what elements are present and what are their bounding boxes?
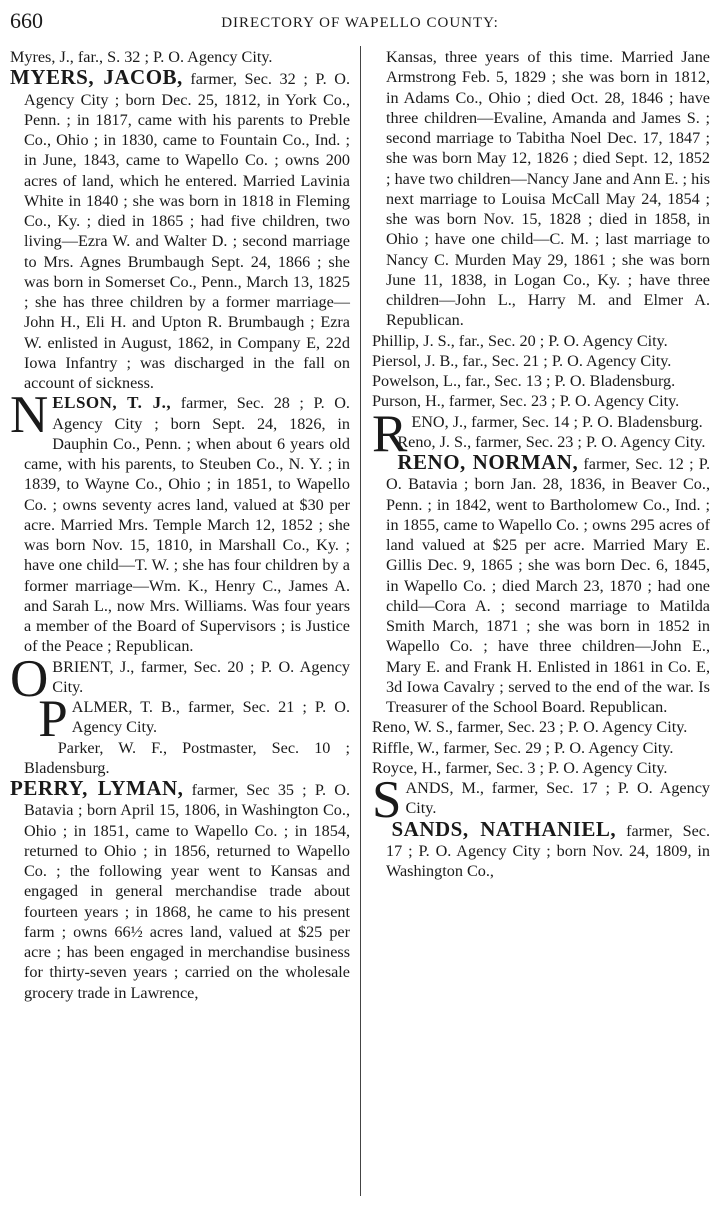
drop-cap-initial: S bbox=[372, 771, 402, 829]
directory-entry-myres-j bbox=[10, 47, 350, 67]
directory-entry-reno-j-s bbox=[372, 432, 710, 452]
page-header bbox=[10, 8, 710, 38]
entry-text: BRIENT, J., farmer, Sec. 20 ; P. O. Agency City. bbox=[52, 657, 350, 696]
entry-text: farmer, Sec. 12 ; P. O. Batavia ; born Jan. 28, 1836, in Beaver Co., Penn. ; in 1842, went to Bartholomew Co., Ind. ; in 1855, came to Wapello Co. ; owns 295 acres of land valued at $25 per acre. Married Mary E. Gillis Dec. 9, 1865 ; she was born Dec. 6, 1845, in Wapello Co. ; died March 23, 1870 ; had one child—Cora A. ; second marriage to Matilda Smith March, 1871 ; she was born in 1852 in Wapello Co. ; have three children—John E., Mary E. and Frank H. Enlisted in 1861 in Co. E, 3d Iowa Cavalry ; served to the end of the war. Is Treasurer of the School Board. Republican. bbox=[386, 455, 710, 716]
right-column bbox=[372, 47, 710, 881]
drop-cap-initial: N bbox=[10, 386, 49, 445]
running-title: DIRECTORY OF WAPELLO COUNTY: bbox=[221, 15, 499, 31]
column-divider bbox=[360, 46, 361, 1196]
entry-text: Riffle, W., farmer, Sec. 29 ; P. O. Agency City. bbox=[372, 738, 674, 757]
entry-name: MYERS, JACOB, bbox=[10, 65, 183, 90]
directory-entry-palmer-t-b bbox=[10, 690, 350, 748]
entry-text: Reno, W. S., farmer, Sec. 23 ; P. O. Agency City. bbox=[372, 718, 688, 737]
directory-entry-sands-nathaniel bbox=[372, 816, 710, 882]
entry-name: PERRY, LYMAN, bbox=[10, 776, 184, 800]
entry-text: farmer, Sec. 17 ; P. O. Agency City ; born Nov. 24, 1809, in Washington Co., bbox=[386, 821, 710, 880]
directory-entry-perry-lyman bbox=[10, 778, 350, 1003]
entry-text: ALMER, T. B., farmer, Sec. 21 ; P. O. Agency City. bbox=[71, 698, 350, 737]
directory-entry-powelson-l bbox=[372, 371, 710, 391]
entry-text: farmer, Sec. 32 ; P. O. Agency City ; born Dec. 25, 1812, in York Co., Penn. ; in 1817, came with his parents to Preble Co., Ohio ; in 1830, came to Fountain Co., Ind. ; in June, 1843, came to Wapello Co. ; owns 200 acres of land, which he entered. Married Lavinia White in 1840 ; she was born in 1818 in Fleming Co., Ky. ; died in 1865 ; had five children, two living—Ezra W. and Walter D. ; second marriage to Mrs. Agnes Brumbaugh Sept. 24, 1866 ; she was born in Somerset Co., Penn., March 13, 1825 ; she has three children by a former marriage—John H., Eli H. and Upton R. Brumbaugh ; Ezra W. enlisted in August, 1862, in Company E, 22d Iowa Infantry ; was discharged in the fall on account of sickness. bbox=[24, 70, 350, 392]
entry-text: Kansas, three years of this time. Married Jane Armstrong Feb. 5, 1829 ; she was born in 1812, in Adams Co., Ohio ; died Oct. 28, 1846 ; have three children—Evaline, Amanda and James S. ; second marriage to Tabitha Noel Dec. 17, 1847 ; she was born May 12, 1826 ; died Sept. 12, 1852 ; have two children—Nancy Jane and Ann E. ; his next marriage to Louisa McCall May 24, 1854 ; she was born Nov. 15, 1828 ; died in 1858, in Ohio ; have one child—C. M. ; last marriage to Nancy C. Murden May 29, 1861 ; she was born June 11, 1838, in Logan Co., Ky. ; have three children—John L., Harry M. and Elmer A. Republican. bbox=[386, 48, 710, 330]
entry-text: Parker, W. F., Postmaster, Sec. 10 ; Bladensburg. bbox=[24, 738, 350, 777]
directory-entry-phillip-j-s bbox=[372, 331, 710, 351]
directory-entry-reno-w-s bbox=[372, 717, 710, 737]
entry-name: SANDS, NATHANIEL, bbox=[391, 816, 617, 841]
entry-text: farmer, Sec 35 ; P. O. Batavia ; born April 15, 1806, in Washington Co., Ohio ; in 1851, came to Wapello Co. ; in 1854, returned to Ohio ; in 1856, returned to Wapello Co. ; the following year went to Kansas and engaged in general merchandise trade about fourteen years ; in 1868, he came to his present farm ; owns 66½ acres land, valued at $25 per acre ; has been engaged in merchandise business for thirty-seven years ; carried on the wholesale grocery trade in Lawrence, bbox=[24, 781, 350, 1002]
entry-text: Myres, J., far., S. 32 ; P. O. Agency City. bbox=[10, 48, 273, 66]
directory-entry-riffle-w bbox=[372, 738, 710, 758]
directory-entry-reno-norman bbox=[372, 452, 710, 717]
entry-text: ANDS, M., farmer, Sec. 17 ; P. O. Agency City. bbox=[405, 779, 710, 818]
left-column bbox=[10, 47, 350, 1003]
entry-name: ELSON, T. J., bbox=[52, 393, 172, 413]
entry-text: Royce, H., farmer, Sec. 3 ; P. O. Agency City. bbox=[372, 758, 668, 777]
entry-text: ENO, J., farmer, Sec. 14 ; P. O. Bladensburg. bbox=[411, 412, 703, 431]
directory-entry-parker-w-f bbox=[10, 738, 350, 779]
directory-entry-perry-cont bbox=[372, 47, 710, 331]
drop-cap-initial: O bbox=[10, 649, 49, 708]
entry-name: RENO, NORMAN, bbox=[397, 450, 579, 474]
entry-text: farmer, Sec. 28 ; P. O. Agency City ; born Sept. 24, 1826, in Dauphin Co., Penn. ; when about 6 years old came, with his parents, to Steuben Co., N. Y. ; in 1839, to Wayne Co., Ohio ; in 1851, to Wapello Co. ; owns seventy acres land, valued at $30 per acre. Married Mrs. Temple March 12, 1852 ; she was born Nov. 15, 1810, in Marshall Co., Ky. ; have one child—T. W. ; she has four children by a former marriage—Wm. K., Henry C., James A. and Sarah L., now Mrs. Williams. Was four years a member of the Board of Supervisors ; is Justice of the Peace ; Republican. bbox=[24, 394, 350, 656]
drop-cap-initial: P bbox=[38, 690, 68, 748]
page-number: 660 bbox=[10, 8, 43, 33]
directory-entry-piersol-j-b bbox=[372, 351, 710, 371]
entry-text: Reno, J. S., farmer, Sec. 23 ; P. O. Agency City. bbox=[397, 432, 706, 451]
entry-text: Phillip, J. S., far., Sec. 20 ; P. O. Agency City. bbox=[372, 331, 668, 350]
directory-entry-obrient-j bbox=[10, 649, 350, 708]
directory-entry-royce-h bbox=[372, 758, 710, 778]
entry-text: Purson, H., farmer, Sec. 23 ; P. O. Agency City. bbox=[372, 392, 680, 411]
directory-entry-purson-h bbox=[372, 391, 710, 411]
drop-cap-initial: R bbox=[372, 404, 408, 463]
entry-text: Piersol, J. B., far., Sec. 21 ; P. O. Agency City. bbox=[372, 351, 672, 370]
directory-entry-nelson-t-j bbox=[10, 386, 350, 656]
entry-text: Powelson, L., far., Sec. 13 ; P. O. Bladensburg. bbox=[372, 372, 676, 390]
directory-entry-myers-jacob bbox=[10, 67, 350, 393]
